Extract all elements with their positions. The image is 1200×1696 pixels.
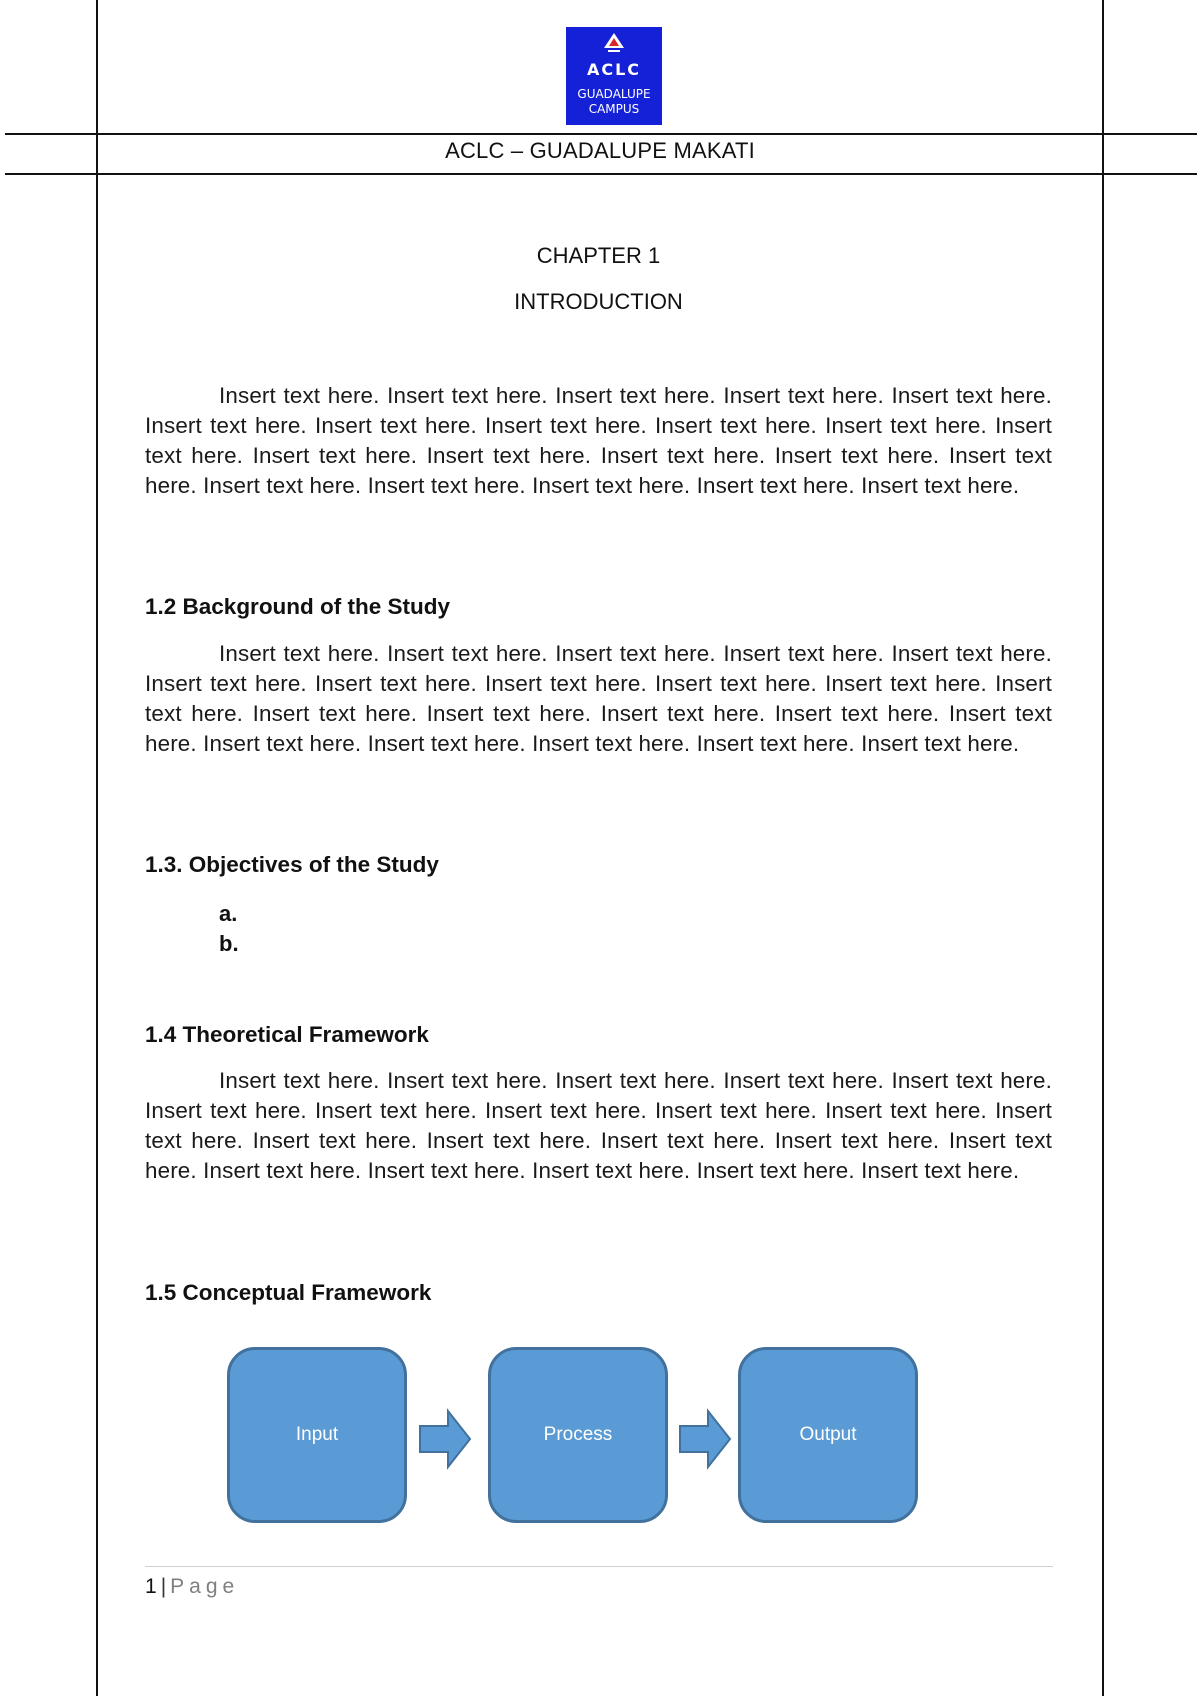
objective-item-a: a. [219, 901, 238, 926]
input-box: Input [227, 1347, 407, 1523]
chapter-title: INTRODUCTION [514, 289, 683, 314]
logo-sub-line1: GUADALUPE [577, 87, 651, 101]
background-heading: 1.2 Background of the Study [145, 594, 451, 619]
theoretical-paragraph: Insert text here. Insert text here. Insert text here. Insert text here. Insert text here. Insert text here. Insert text here. Insert text here. Insert text here. Insert text here. Insert text here. Insert text here. Insert text here. Insert text here. Insert text here. Insert text here. Insert text here. Insert text here. Insert text here. Insert text here. Insert text here. [145, 1068, 1052, 1183]
page-number: 1 [145, 1575, 157, 1598]
arrow-right-icon [678, 1408, 733, 1470]
left-margin-line [96, 0, 98, 1696]
page-label: Page [170, 1575, 240, 1598]
header-title: ACLC – GUADALUPE MAKATI [445, 138, 755, 163]
aclc-logo [566, 27, 662, 125]
objectives-heading: 1.3. Objectives of the Study [145, 852, 439, 877]
logo-brand-text: ACLC [586, 60, 642, 79]
background-paragraph: Insert text here. Insert text here. Insert text here. Insert text here. Insert text here. Insert text here. Insert text here. Insert text here. Insert text here. Insert text here. Insert text here. Insert text here. Insert text here. Insert text here. Insert text here. Insert text here. Insert text here. Insert text here. Insert text here. Insert text here. Insert text here. [145, 641, 1052, 756]
header-top-rule [5, 133, 1197, 135]
page-footer [145, 1575, 239, 1599]
right-margin-line [1102, 0, 1104, 1696]
header-bottom-rule [5, 173, 1197, 175]
footer-rule [145, 1566, 1053, 1567]
chapter-number: CHAPTER 1 [536, 243, 661, 268]
flame-emblem-icon [602, 32, 626, 56]
objective-item-b: b. [219, 931, 239, 956]
output-box: Output [738, 1347, 918, 1523]
process-box: Process [488, 1347, 668, 1523]
intro-paragraph: Insert text here. Insert text here. Insert text here. Insert text here. Insert text here. Insert text here. Insert text here. Insert text here. Insert text here. Insert text here. Insert text here. Insert text here. Insert text here. Insert text here. Insert text here. Insert text here. Insert text here. Insert text here. Insert text here. Insert text here. Insert text here. [145, 383, 1052, 498]
conceptual-heading: 1.5 Conceptual Framework [145, 1280, 432, 1305]
logo-campus-text [566, 87, 662, 117]
footer-separator: | [160, 1575, 167, 1598]
logo-sub-line2: CAMPUS [588, 102, 640, 116]
theoretical-heading: 1.4 Theoretical Framework [145, 1022, 429, 1047]
arrow-right-icon [418, 1408, 473, 1470]
